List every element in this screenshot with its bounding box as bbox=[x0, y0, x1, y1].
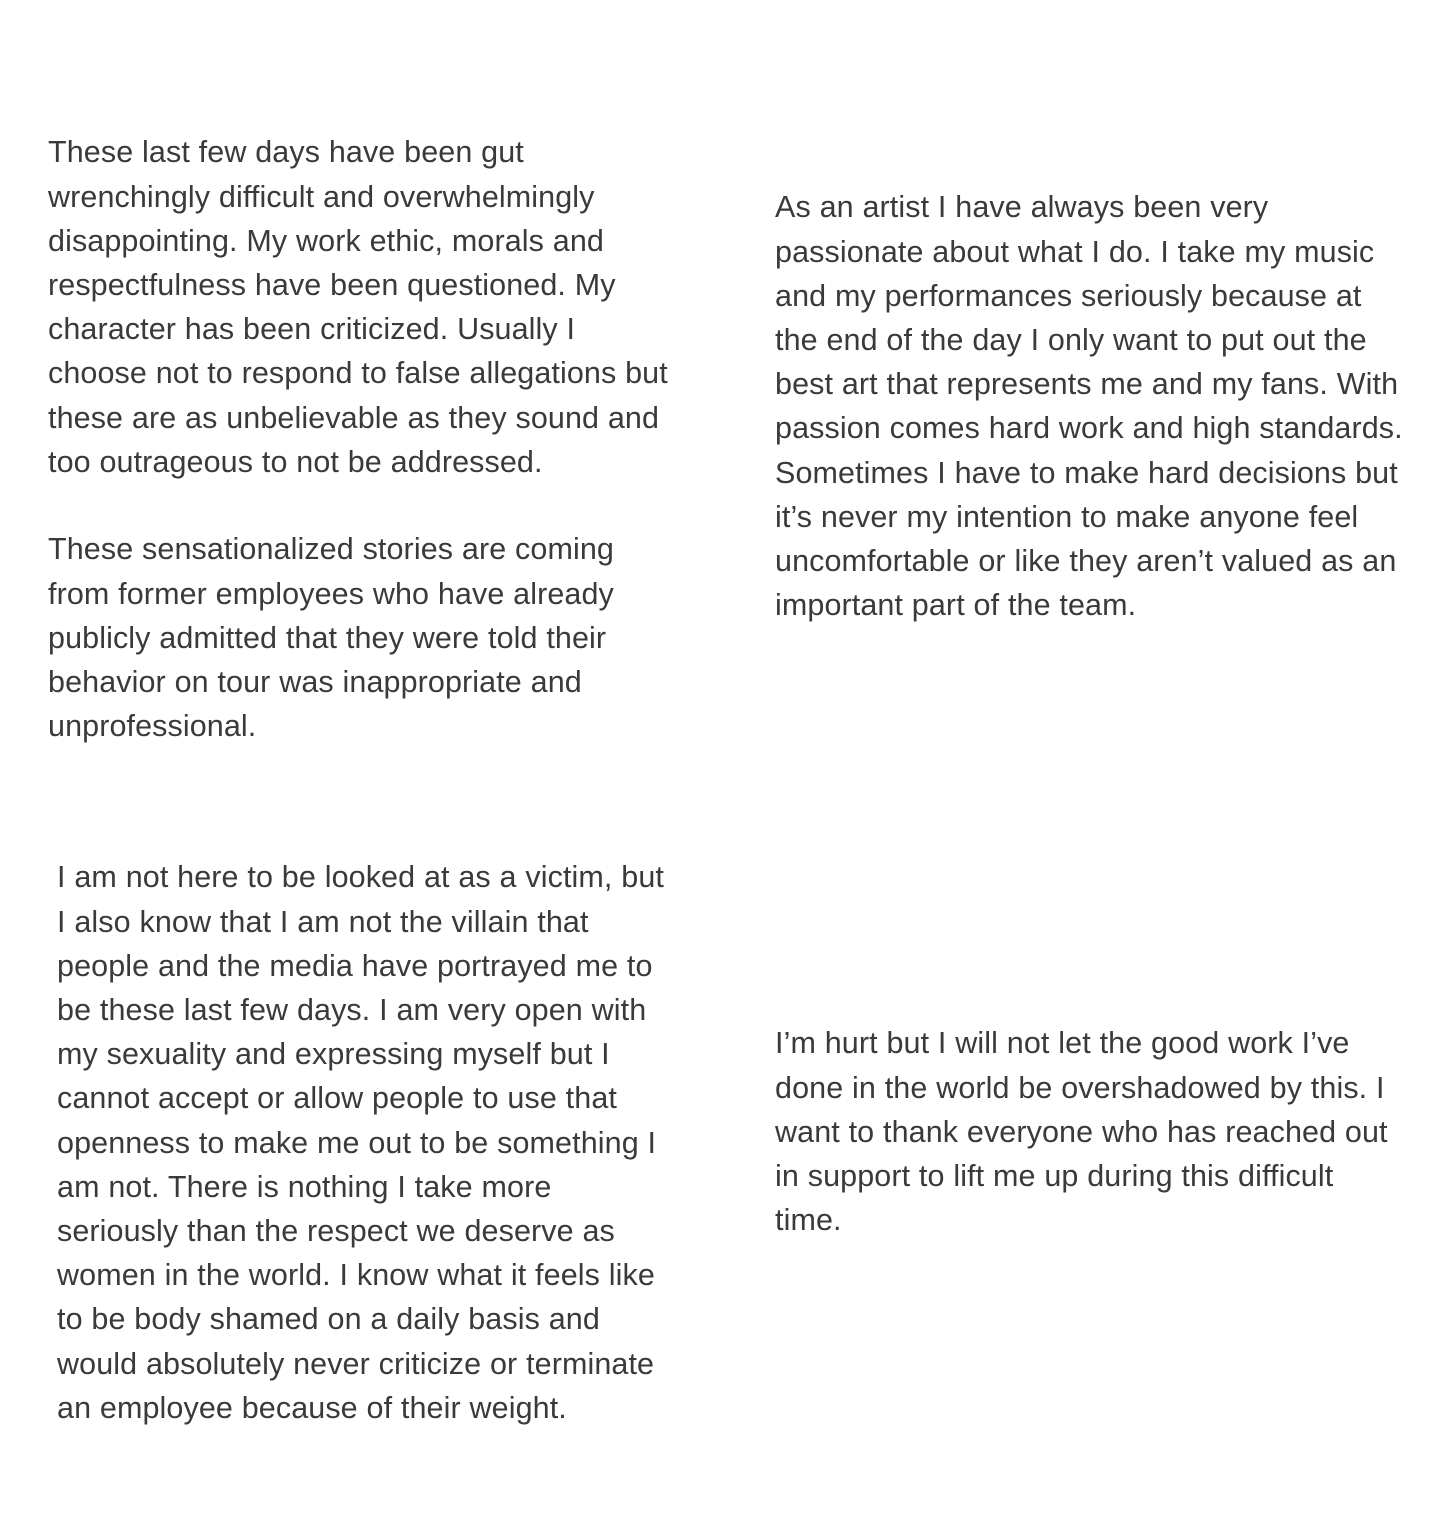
paragraph-text: As an artist I have always been very passionate about what I do. I take my music and my performances seriously because at the end of the day I only want to put out the best art that represents me and my fans. With passion comes hard work and high standards. Sometimes I have to make hard decisions but it’s never my intention to make anyone feel uncomfortable or like they aren’t valued as an important part of the team. bbox=[775, 190, 1412, 623]
paragraph-text: These sensationalized stories are coming from former employees who have already publicly admitted that they were told their behavior on tour was inappropriate and unprofessional. bbox=[48, 532, 623, 744]
paragraph-text: These last few days have been gut wrenchingly difficult and overwhelmingly disappointing. My work ethic, morals and respectfulness have been questioned. My character has been criticized. Usually I choose not to respond to false allegations but these are as unbelievable as they sound and too outrageous to not be addressed. bbox=[48, 135, 677, 479]
left-column bbox=[0, 0, 720, 1440]
statement-block-left-third bbox=[57, 767, 679, 1518]
paragraph-text: I’m hurt but I will not let the good work I’ve done in the world be overshadowed by this. I want to thank everyone who has reached out in support to lift me up during this difficult time. bbox=[775, 1026, 1397, 1238]
right-column bbox=[720, 0, 1440, 1440]
paragraph-text: I am not here to be looked at as a victim, but I also know that I am not the villain that people and the media have portrayed me to be these last few days. I am very open with my sexuality and expressing myself but I cannot accept or allow people to use that openness to make me out to be something I am not. There is nothing I take more seriously than the respect we deserve as women in the world. I know what it feels like to be body shamed on a daily basis and would absolutely never criticize or terminate an employee because of their weight. bbox=[57, 860, 673, 1425]
statement-block-right-second bbox=[775, 933, 1403, 1331]
statement-block-right-first bbox=[775, 97, 1412, 716]
